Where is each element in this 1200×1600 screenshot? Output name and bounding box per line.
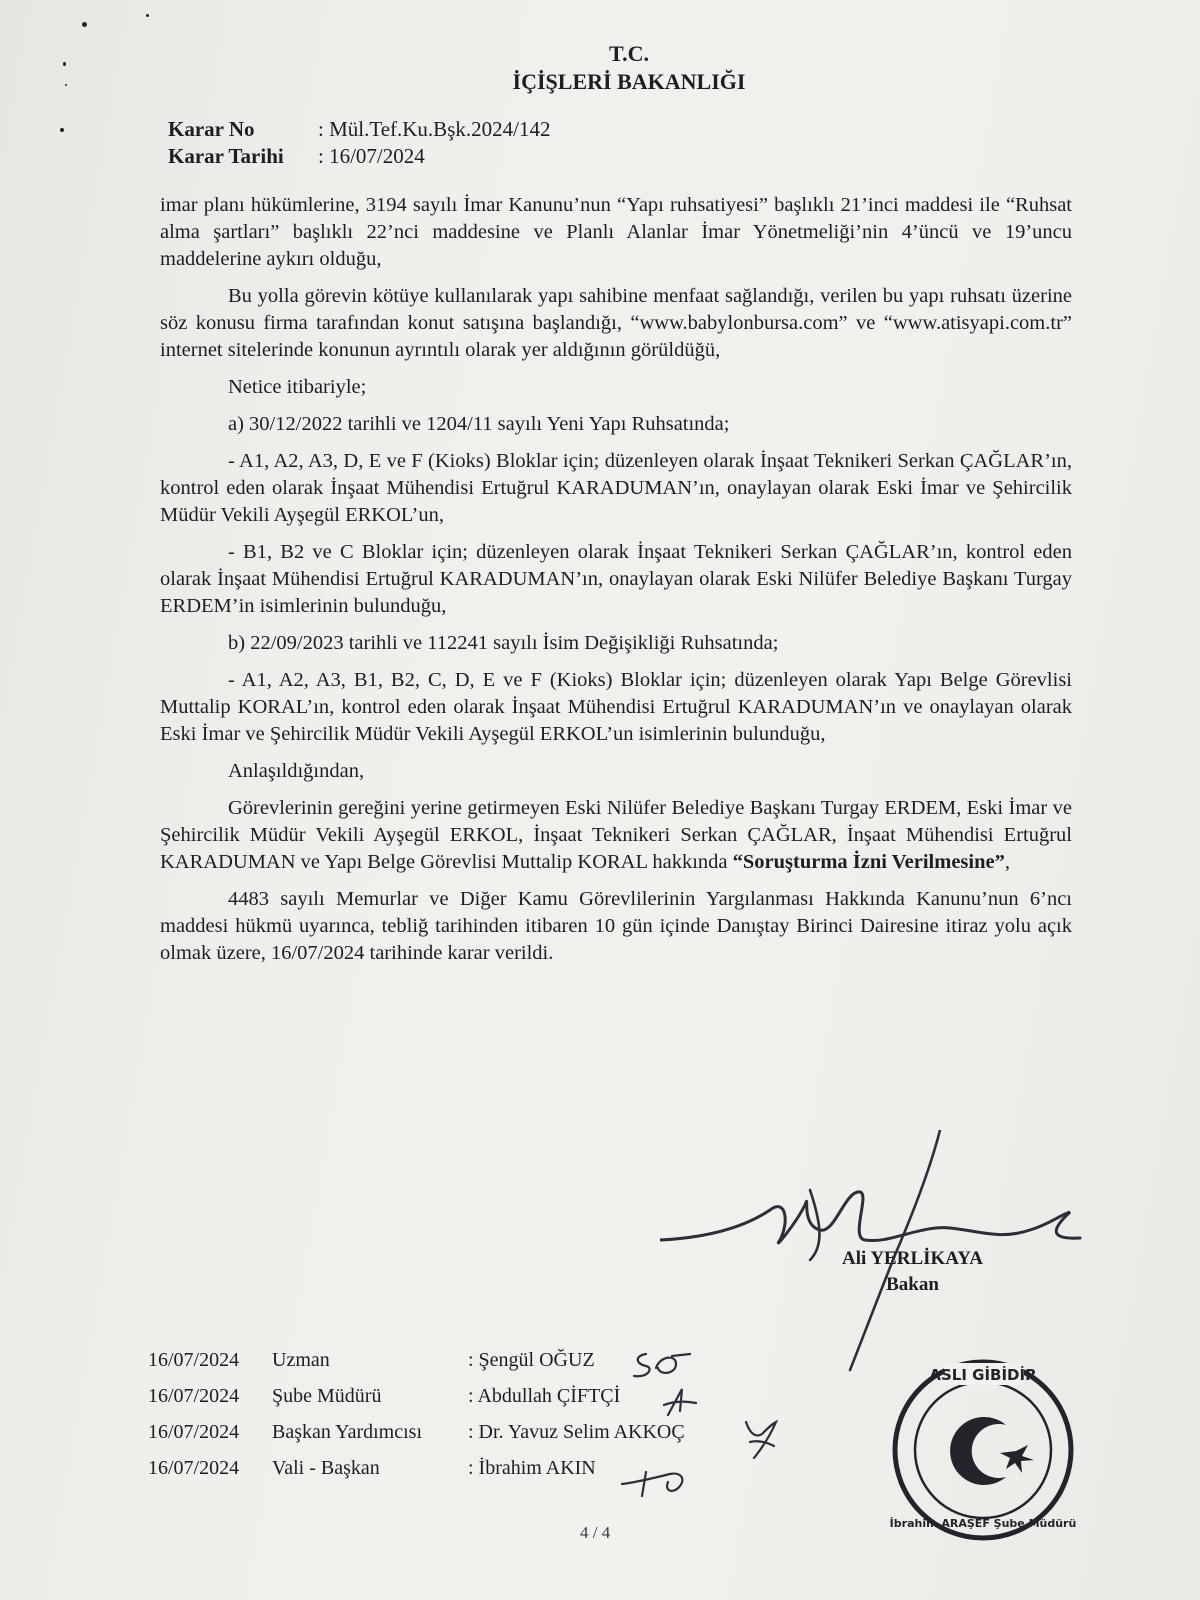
paragraph-item-a: a) 30/12/2022 tarihli ve 1204/11 sayılı Yeni Yapı Ruhsatında; [228, 413, 730, 435]
initial-signature [620, 1462, 690, 1500]
country-abbreviation: T.C. [609, 41, 649, 66]
decision-text: Görevlerinin gereğini yerine getirmeyen Eski Nilüfer Belediye Başkanı Turgay ERDEM, Eski İmar ve Şehircilik Müdür Vekili Ayşegül ERKOL, İnşaat Teknikeri Serkan ÇAĞLAR, İnşaat Mühendisi Ertuğrul KARADUMAN ve Yapı Belge Görevlisi Muttalip KORAL hakkında [160, 797, 1072, 873]
paragraph-item-b: b) 22/09/2023 tarihli ve 112241 sayılı İsim Değişikliği Ruhsatında; [228, 632, 779, 654]
paragraph-legal-basis: 4483 sayılı Memurlar ve Diğer Kamu Görevlilerinin Yargılanması Hakkında Kanunu’nun 6’ncı maddesi hükmü uyarınca, tebliğ tarihinden itibaren 10 gün içinde Danıştay Birinci Dairesine itiraz yolu açık olmak üzere, 16/07/2024 tarihinde karar verildi. [160, 888, 1072, 964]
signer-title: Bakan [886, 1274, 939, 1295]
paragraph-zoning-violation: imar planı hükümlerine, 3194 sayılı İmar Kanunu’nun “Yapı ruhsatiyesi” başlıklı 21’inci maddesi ile “Ruhsat alma şartları” başlıklı 22’nci maddesine ve Planlı Alanlar İmar Yönetmeliği’nin 4’üncü ve 19’uncu maddelerine aykırı olduğu, [160, 194, 1072, 270]
initial-signature [660, 1385, 700, 1419]
paragraph-understood: Anlaşıldığından, [228, 760, 365, 782]
decision-date-value: : 16/07/2024 [318, 144, 425, 168]
document-header [0, 40, 1200, 96]
decision-verdict: “Soruşturma İzni Verilmesine” [732, 851, 1005, 873]
signer-name: Ali YERLİKAYA [842, 1248, 983, 1269]
approval-role: Uzman [272, 1349, 330, 1371]
approval-name: : Şengül OĞUZ [468, 1349, 595, 1371]
approval-role: Vali - Başkan [272, 1457, 380, 1479]
approval-name: : Abdullah ÇİFTÇİ [468, 1385, 621, 1407]
approval-row [148, 1342, 685, 1378]
seal-bottom-text: İbrahim ARAŞEF Şube Müdürü [889, 1517, 1077, 1530]
seal-top-text: ASLI GİBİDİR [929, 1366, 1037, 1384]
approval-row [148, 1378, 685, 1414]
official-seal [888, 1355, 1078, 1545]
paragraph-decision [160, 795, 1072, 876]
initial-signature [632, 1350, 692, 1382]
approval-date: 16/07/2024 [148, 1457, 240, 1479]
approval-role: Şube Müdürü [272, 1385, 382, 1407]
approval-name: : Dr. Yavuz Selim AKKOÇ [468, 1421, 685, 1443]
initial-signature [742, 1418, 782, 1460]
ministry-name: İÇİŞLERİ BAKANLIĞI [512, 69, 746, 94]
approval-list [148, 1342, 685, 1486]
decision-number-value: : Mül.Tef.Ku.Bşk.2024/142 [318, 117, 551, 141]
scan-speck [82, 22, 87, 27]
decision-date-label: Karar Tarihi [168, 144, 284, 168]
approval-row [148, 1450, 685, 1486]
approval-date: 16/07/2024 [148, 1349, 240, 1371]
scan-speck [60, 128, 64, 132]
signer-block [842, 1246, 983, 1298]
paragraph-conclusion-intro: Netice itibariyle; [228, 376, 367, 398]
scan-speck [146, 14, 149, 17]
approval-date: 16/07/2024 [148, 1385, 240, 1407]
decision-date-row [168, 143, 550, 170]
paragraph-item-a-blocks-1: - A1, A2, A3, D, E ve F (Kioks) Bloklar için; düzenleyen olarak İnşaat Teknikeri Serkan ÇAĞLAR’ın, kontrol eden olarak İnşaat Mühendisi Ertuğrul KARADUMAN’ın, onaylayan olarak Eski İmar ve Şehircilik Müdür Vekili Ayşegül ERKOL’un, [160, 450, 1072, 526]
approval-date: 16/07/2024 [148, 1421, 240, 1443]
decision-number-row [168, 116, 550, 143]
approval-role: Başkan Yardımcısı [272, 1421, 422, 1443]
document-body [160, 192, 1072, 977]
page-number: 4 / 4 [580, 1523, 611, 1542]
decision-meta [168, 116, 550, 170]
approval-name: : İbrahim AKIN [468, 1457, 596, 1479]
approval-row [148, 1414, 685, 1450]
decision-number-label: Karar No [168, 117, 255, 141]
paragraph-item-b-blocks: - A1, A2, A3, B1, B2, C, D, E ve F (Kioks) Bloklar için; düzenleyen olarak Yapı Belge Görevlisi Muttalip KORAL’ın, kontrol eden olarak İnşaat Mühendisi Ertuğrul KARADUMAN’ın ve onaylayan olarak Eski İmar ve Şehircilik Müdür Vekili Ayşegül ERKOL’un isimlerinin bulunduğu, [160, 669, 1072, 745]
decision-end: , [1004, 851, 1010, 873]
paragraph-item-a-blocks-2: - B1, B2 ve C Bloklar için; düzenleyen olarak İnşaat Teknikeri Serkan ÇAĞLAR’ın, kontrol eden olarak İnşaat Mühendisi Ertuğrul KARADUMAN’ın, onaylayan olarak Eski Nilüfer Belediye Başkanı Turgay ERDEM’in isimlerinin bulunduğu, [160, 541, 1072, 617]
paragraph-abuse-of-office: Bu yolla görevin kötüye kullanılarak yapı sahibine menfaat sağlandığı, verilen bu yapı ruhsatı üzerine söz konusu firma tarafından konut satışına başlandığı, “www.babylonbursa.com” ve “www.atisyapi.com.tr” internet sitelerinde konunun ayrıntılı olarak yer aldığının görüldüğü, [160, 285, 1072, 361]
